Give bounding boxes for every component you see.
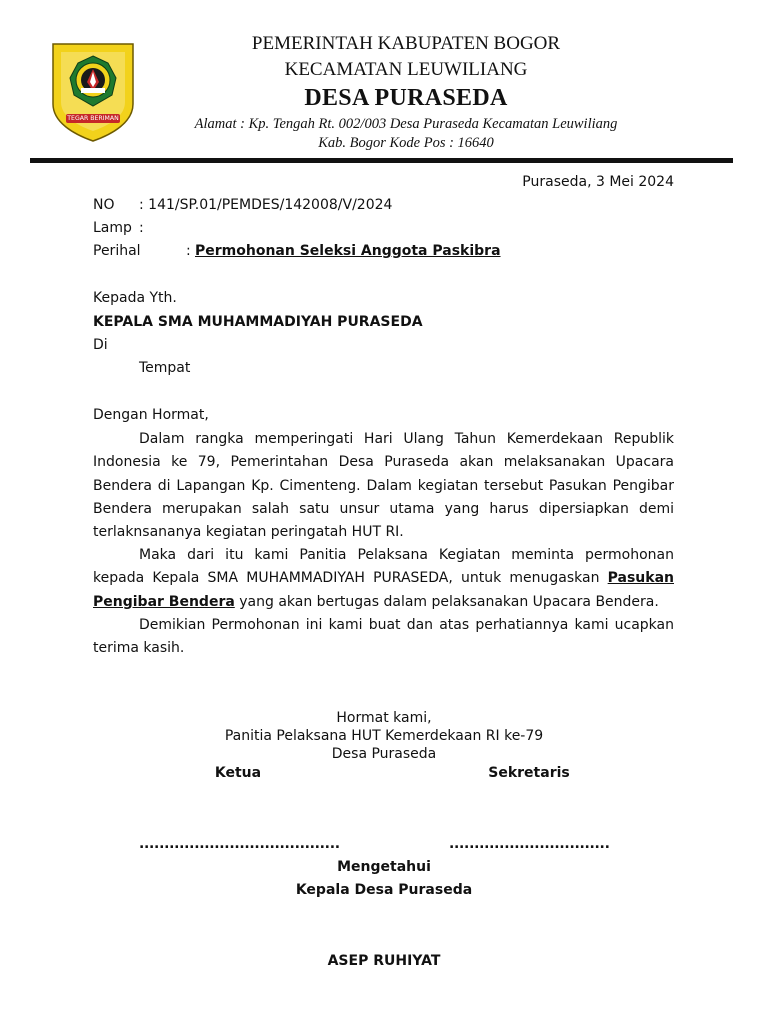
closing-committee: Panitia Pelaksana HUT Kemerdekaan RI ke-79 (224, 728, 544, 744)
recipient-place: Tempat (139, 360, 191, 376)
place-date: Puraseda, 3 Mei 2024 (522, 174, 674, 190)
signature-line-secretary: ................................ (449, 836, 610, 852)
attachment-label: Lamp (93, 220, 132, 236)
header-government: PEMERINTAH KABUPATEN BOGOR (251, 33, 561, 54)
body-paragraph-3: Demikian Permohonan ini kami buat dan atas perhatiannya kami ucapkan terima kasih. (93, 617, 674, 657)
body-paragraph-2 (93, 544, 674, 614)
header-district: KECAMATAN LEUWILIANG (284, 59, 528, 80)
body-paragraph-2-part-a: Maka dari itu kami Panitia Pelaksana Kegiatan meminta permohonan kepada Kepala SMA MUHAMMADIYAH PURASEDA, untuk menugaskan (93, 547, 674, 587)
recipient-at: Di (93, 337, 108, 353)
body-paragraph-1: Dalam rangka memperingati Hari Ulang Tahun Kemerdekaan Republik Indonesia ke 79, Pemerintahan Desa Puraseda akan melaksanakan Upacara Bendera di Lapangan Kp. Cimenteng. Dalam kegiatan tersebut Pasukan Pengibar Bendera merupakan salah satu unsur utama yang harus dipersiapkan demi terlaknsananya kegiatan peringatah HUT RI. (93, 431, 674, 541)
bogor-regency-emblem (50, 42, 136, 142)
closing-village: Desa Puraseda (331, 746, 437, 762)
closing-regards: Hormat kami, (336, 710, 432, 726)
village-head-name: ASEP RUHIYAT (327, 953, 441, 969)
number-label: NO (93, 197, 115, 213)
signature-line-chairman: ........................................ (139, 836, 340, 852)
emblem-motto: TEGAR BERIMAN (67, 115, 119, 122)
body-paragraph-2-part-c: yang akan bertugas dalam pelaksanakan Upacara Bendera. (234, 593, 659, 610)
acknowledged-label: Mengetahui (337, 859, 431, 875)
header-village: DESA PURASEDA (304, 85, 508, 111)
signatory-chairman-title: Ketua (214, 765, 262, 781)
header-postal: Kab. Bogor Kode Pos : 16640 (318, 135, 494, 151)
recipient-salutation: Kepada Yth. (93, 290, 177, 306)
village-head-title: Kepala Desa Puraseda (295, 882, 473, 898)
subject-label: Perihal (93, 243, 141, 259)
header-divider (30, 158, 733, 163)
body-paragraph-2-emphasis: Pasukan Pengibar Bendera (93, 570, 674, 610)
subject-colon: : (186, 243, 191, 259)
recipient-name: KEPALA SMA MUHAMMADIYAH PURASEDA (93, 314, 423, 330)
attachment-value: : (139, 220, 144, 236)
greeting: Dengan Hormat, (93, 407, 209, 423)
signatory-secretary-title: Sekretaris (488, 765, 570, 781)
header-address: Alamat : Kp. Tengah Rt. 002/003 Desa Puraseda Kecamatan Leuwiliang (194, 116, 618, 132)
number-value: : 141/SP.01/PEMDES/142008/V/2024 (139, 197, 393, 213)
subject-value: Permohonan Seleksi Anggota Paskibra (195, 243, 501, 259)
